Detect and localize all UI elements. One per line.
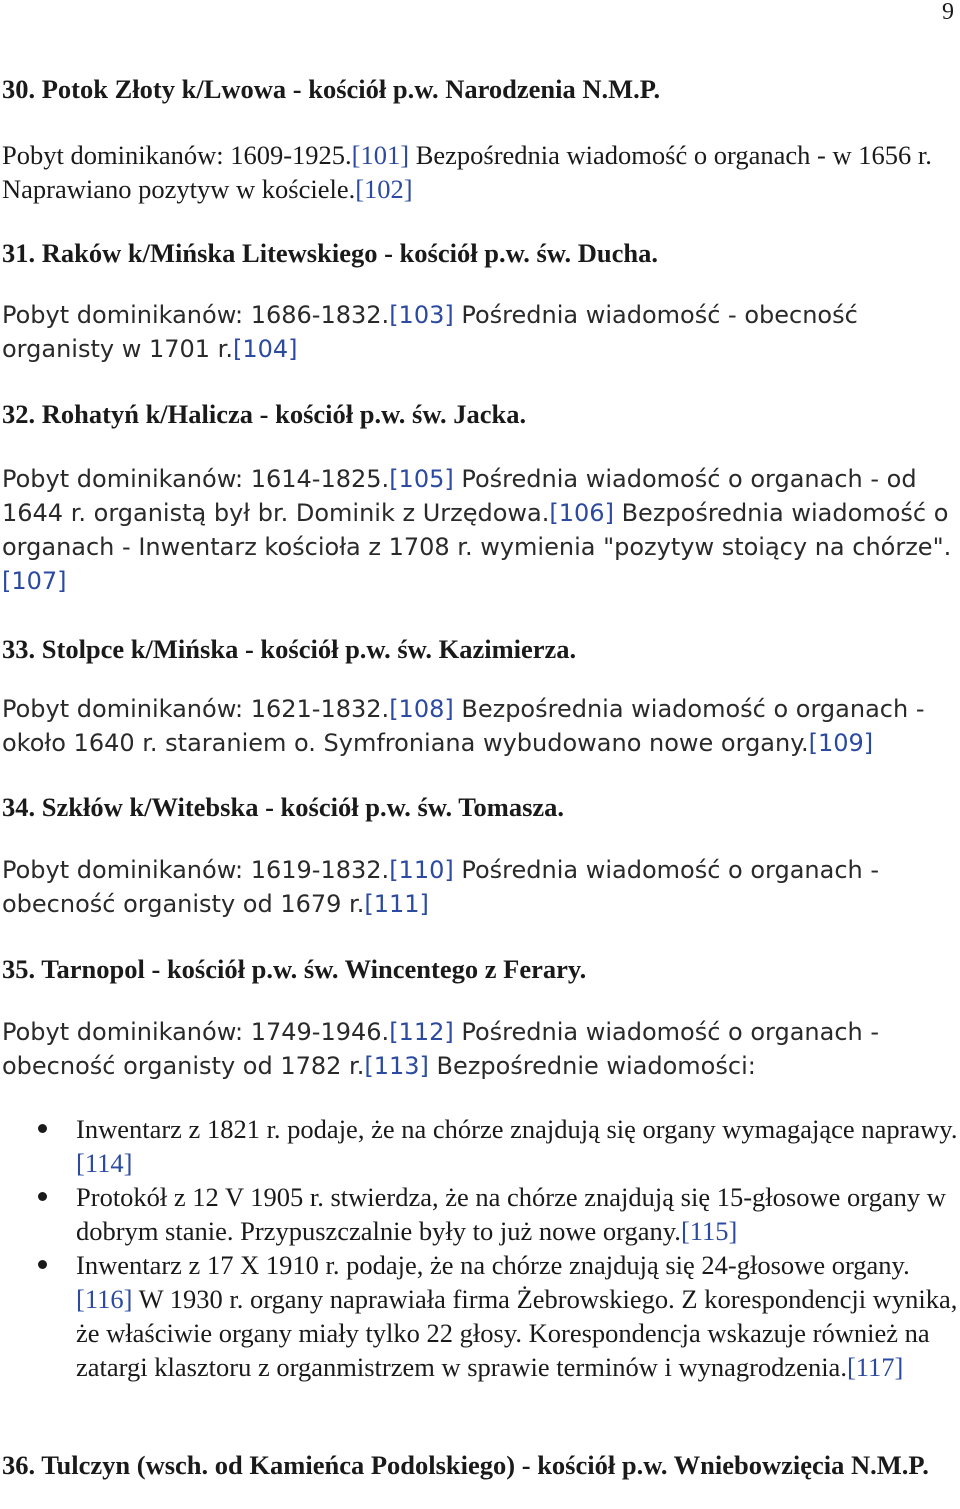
body-text: Pobyt dominikanów: 1621-1832. [2,695,390,723]
body-text: Bezpośrednie wiadomości: [428,1052,756,1080]
body-text: Protokół z 12 V 1905 r. stwierdza, że na chórze znajdują się 15-głosowe organy w dobrym stanie. Przypuszczalnie były to już nowe organy. [76,1182,946,1246]
section-35-body [2,1015,958,1083]
section-31-heading: 31. Raków k/Mińska Litewskiego - kościół p.w. św. Ducha. [2,238,658,268]
footnote-reference-link[interactable]: [117] [846,1352,904,1382]
body-text: Inwentarz z 1821 r. podaje, że na chórze znajdują się organy wymagające naprawy. [76,1114,958,1144]
body-text: Inwentarz z 17 X 1910 r. podaje, że na chórze znajdują się 24-głosowe organy. [76,1250,910,1280]
footnote-reference-link[interactable]: [104] [232,335,298,363]
body-text: Pobyt dominikanów: 1686-1832. [2,301,390,329]
footnote-reference-link[interactable]: [112] [389,1018,454,1046]
body-text: Bezpośrednia wiadomość o organach - w 1656 r. Naprawiano pozytyw w kościele. [2,140,932,204]
section-30-body [2,138,958,206]
footnote-reference-link[interactable]: [114] [76,1148,133,1178]
section-36-heading: 36. Tulczyn (wsch. od Kamieńca Podolskiego) - kościół p.w. Wniebowzięcia N.M.P. [2,1450,929,1480]
bullet-dot-icon [38,1260,47,1269]
section-33-body [2,692,958,760]
body-text: Pobyt dominikanów: 1619-1832. [2,856,390,884]
body-text: Pobyt dominikanów: 1609-1925. [2,140,352,170]
section-34-heading: 34. Szkłów k/Witebska - kościół p.w. św. Tomasza. [2,792,565,822]
footnote-reference-link[interactable]: [113] [364,1052,429,1080]
section-32-body [2,462,958,598]
section-32-heading: 32. Rohatyń k/Halicza - kościół p.w. św. Jacka. [2,399,527,429]
footnote-reference-link[interactable]: [110] [389,856,454,884]
body-text: Pośrednia wiadomość o organach - obecność organisty od 1679 r. [2,856,880,918]
footnote-reference-link[interactable]: [105] [389,465,454,493]
footnote-reference-link[interactable]: [115] [680,1216,738,1246]
footnote-reference-link[interactable]: [108] [389,695,454,723]
footnote-reference-link[interactable]: [106] [549,499,614,527]
footnote-reference-link[interactable]: [102] [355,174,413,204]
section-31-body [2,298,958,366]
body-text: Bezpośrednia wiadomość o organach - około 1640 r. staraniem o. Symfroniana wybudowano nowe organy. [2,695,925,757]
section-35-bullet-list [2,1112,958,1384]
body-text: Pobyt dominikanów: 1749-1946. [2,1018,390,1046]
bullet-item [2,1180,958,1248]
section-30-heading: 30. Potok Złoty k/Lwowa - kościół p.w. Narodzenia N.M.P. [2,74,661,104]
body-text: Pośrednia wiadomość o organach - od 1644 r. organistą był br. Dominik z Urzędowa. [2,465,917,527]
section-34-body [2,853,958,921]
footnote-reference-link[interactable]: [103] [389,301,454,329]
body-text: Pośrednia wiadomość o organach - obecność organisty od 1782 r. [2,1018,880,1080]
bullet-item [2,1248,958,1384]
page-number: 9 [942,0,954,25]
body-text: Bezpośrednia wiadomość o organach - Inwentarz kościoła z 1708 r. wymienia "pozytyw stoiący na chórze". [2,499,952,561]
body-text: W 1930 r. organy naprawiała firma Żebrowskiego. Z korespondencji wynika, że właściwie organy miały tylko 22 głosy. Korespondencja wskazuje również na zatargi klasztoru z organmistrzem w sprawie terminów i wynagrodzenia. [76,1284,958,1382]
footnote-reference-link[interactable]: [101] [351,140,410,170]
footnote-reference-link[interactable]: [111] [364,890,429,918]
bullet-item [2,1112,958,1180]
bullet-dot-icon [38,1192,47,1201]
body-text: Pobyt dominikanów: 1614-1825. [2,465,390,493]
footnote-reference-link[interactable]: [107] [2,567,67,595]
section-33-heading: 33. Stolpce k/Mińska - kościół p.w. św. Kazimierza. [2,634,577,664]
bullet-dot-icon [38,1124,47,1133]
section-35-heading: 35. Tarnopol - kościół p.w. św. Wincentego z Ferary. [2,954,587,984]
footnote-reference-link[interactable]: [116] [76,1284,133,1314]
body-text: Pośrednia wiadomość - obecność organisty w 1701 r. [2,301,858,363]
footnote-reference-link[interactable]: [109] [808,729,874,757]
